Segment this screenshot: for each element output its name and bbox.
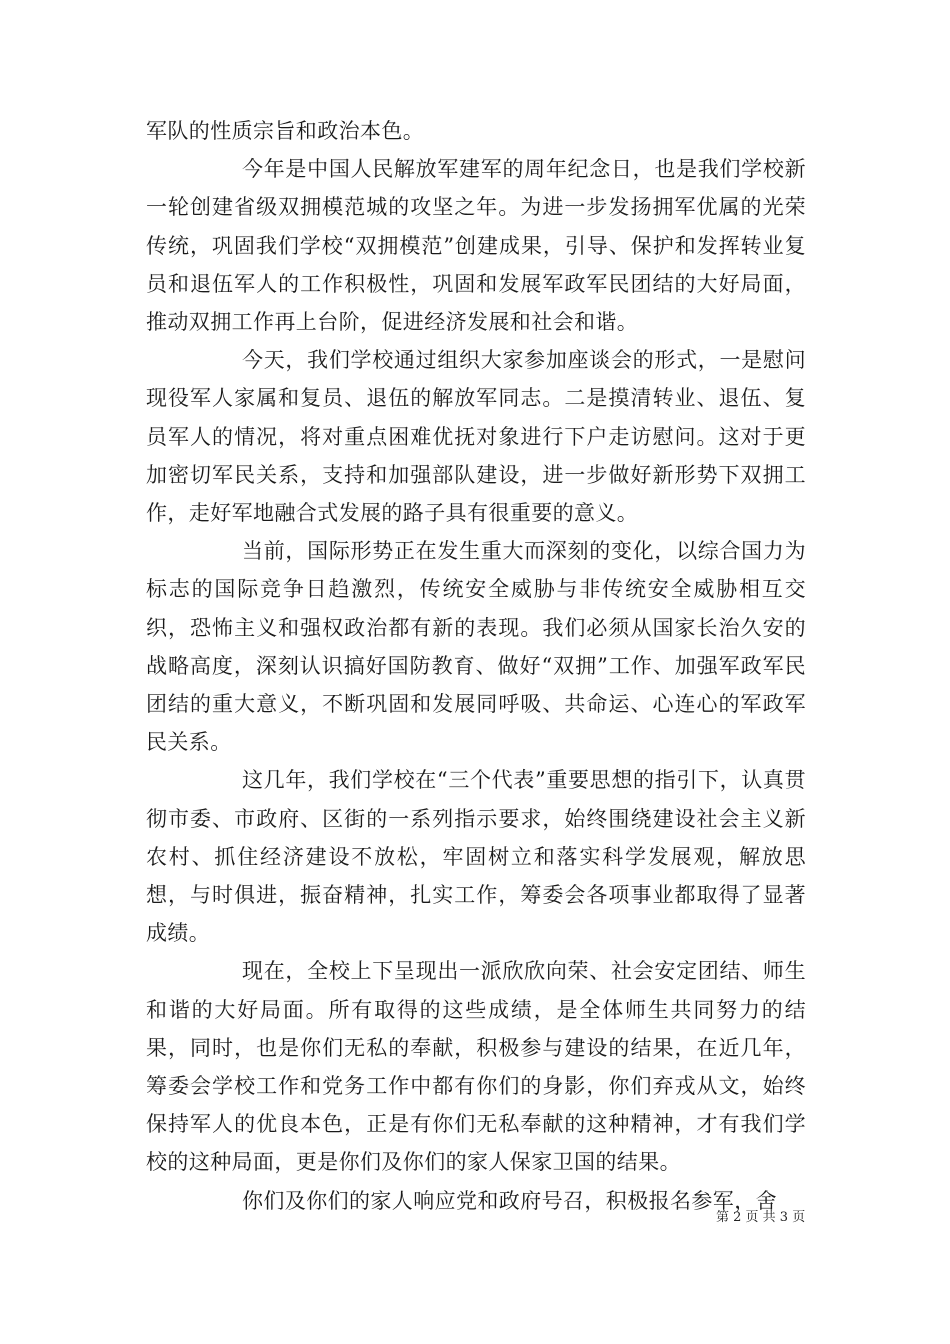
paragraph-6: 现在，全校上下呈现出一派欣欣向荣、社会安定团结、师生和谐的大好局面。所有取得的这些成绩，是全体师生共同努力的结果，同时，也是你们无私的奉献，积极参与建设的结果，在近几年，筹委会学校工作和党务工作中都有你们的身影，你们弃戎从文，始终保持军人的优良本色，正是有你们无私奉献的这种精神，才有我们学校的这种局面，更是你们及你们的家人保家卫国的结果。 <box>146 959 806 1175</box>
page-number-footer: 第 2 页 共 3 页 <box>716 1210 806 1225</box>
paragraph-7: 你们及你们的家人响应党和政府号召，积极报名参军，舍 <box>242 1188 777 1213</box>
paragraph-5: 这几年，我们学校在“三个代表”重要思想的指引下，认真贯彻市委、市政府、区街的一系列指示要求，始终围绕建设社会主义新农村、抓住经济建设不放松，牢固树立和落实科学发展观，解放思想，与时俱进，振奋精神，扎实工作，筹委会各项事业都取得了显著成绩。 <box>146 768 806 946</box>
document-body <box>146 112 806 1220</box>
paragraph-2: 今年是中国人民解放军建军的周年纪念日，也是我们学校新一轮创建省级双拥模范城的攻坚之年。为进一步发扬拥军优属的光荣传统，巩固我们学校“双拥模范”创建成果，引导、保护和发挥转业复员和退伍军人的工作积极性，巩固和发展军政军民团结的大好局面，推动双拥工作再上台阶，促进经济发展和社会和谐。 <box>146 157 806 335</box>
paragraph-4: 当前，国际形势正在发生重大而深刻的变化，以综合国力为标志的国际竞争日趋激烈，传统安全威胁与非传统安全威胁相互交织，恐怖主义和强权政治都有新的表现。我们必须从国家长治久安的战略高度，深刻认识搞好国防教育、做好“双拥”工作、加强军政军民团结的重大意义，不断巩固和发展同呼吸、共命运、心连心的军政军民关系。 <box>146 539 806 755</box>
paragraph-3: 今天，我们学校通过组织大家参加座谈会的形式，一是慰问现役军人家属和复员、退伍的解放军同志。二是摸清转业、退伍、复员军人的情况，将对重点困难优抚对象进行下户走访慰问。这对于更加密切军民关系，支持和加强部队建设，进一步做好新形势下双拥工作，走好军地融合式发展的路子具有很重要的意义。 <box>146 348 806 526</box>
paragraph-1: 军队的性质宗旨和政治本色。 <box>146 119 425 143</box>
